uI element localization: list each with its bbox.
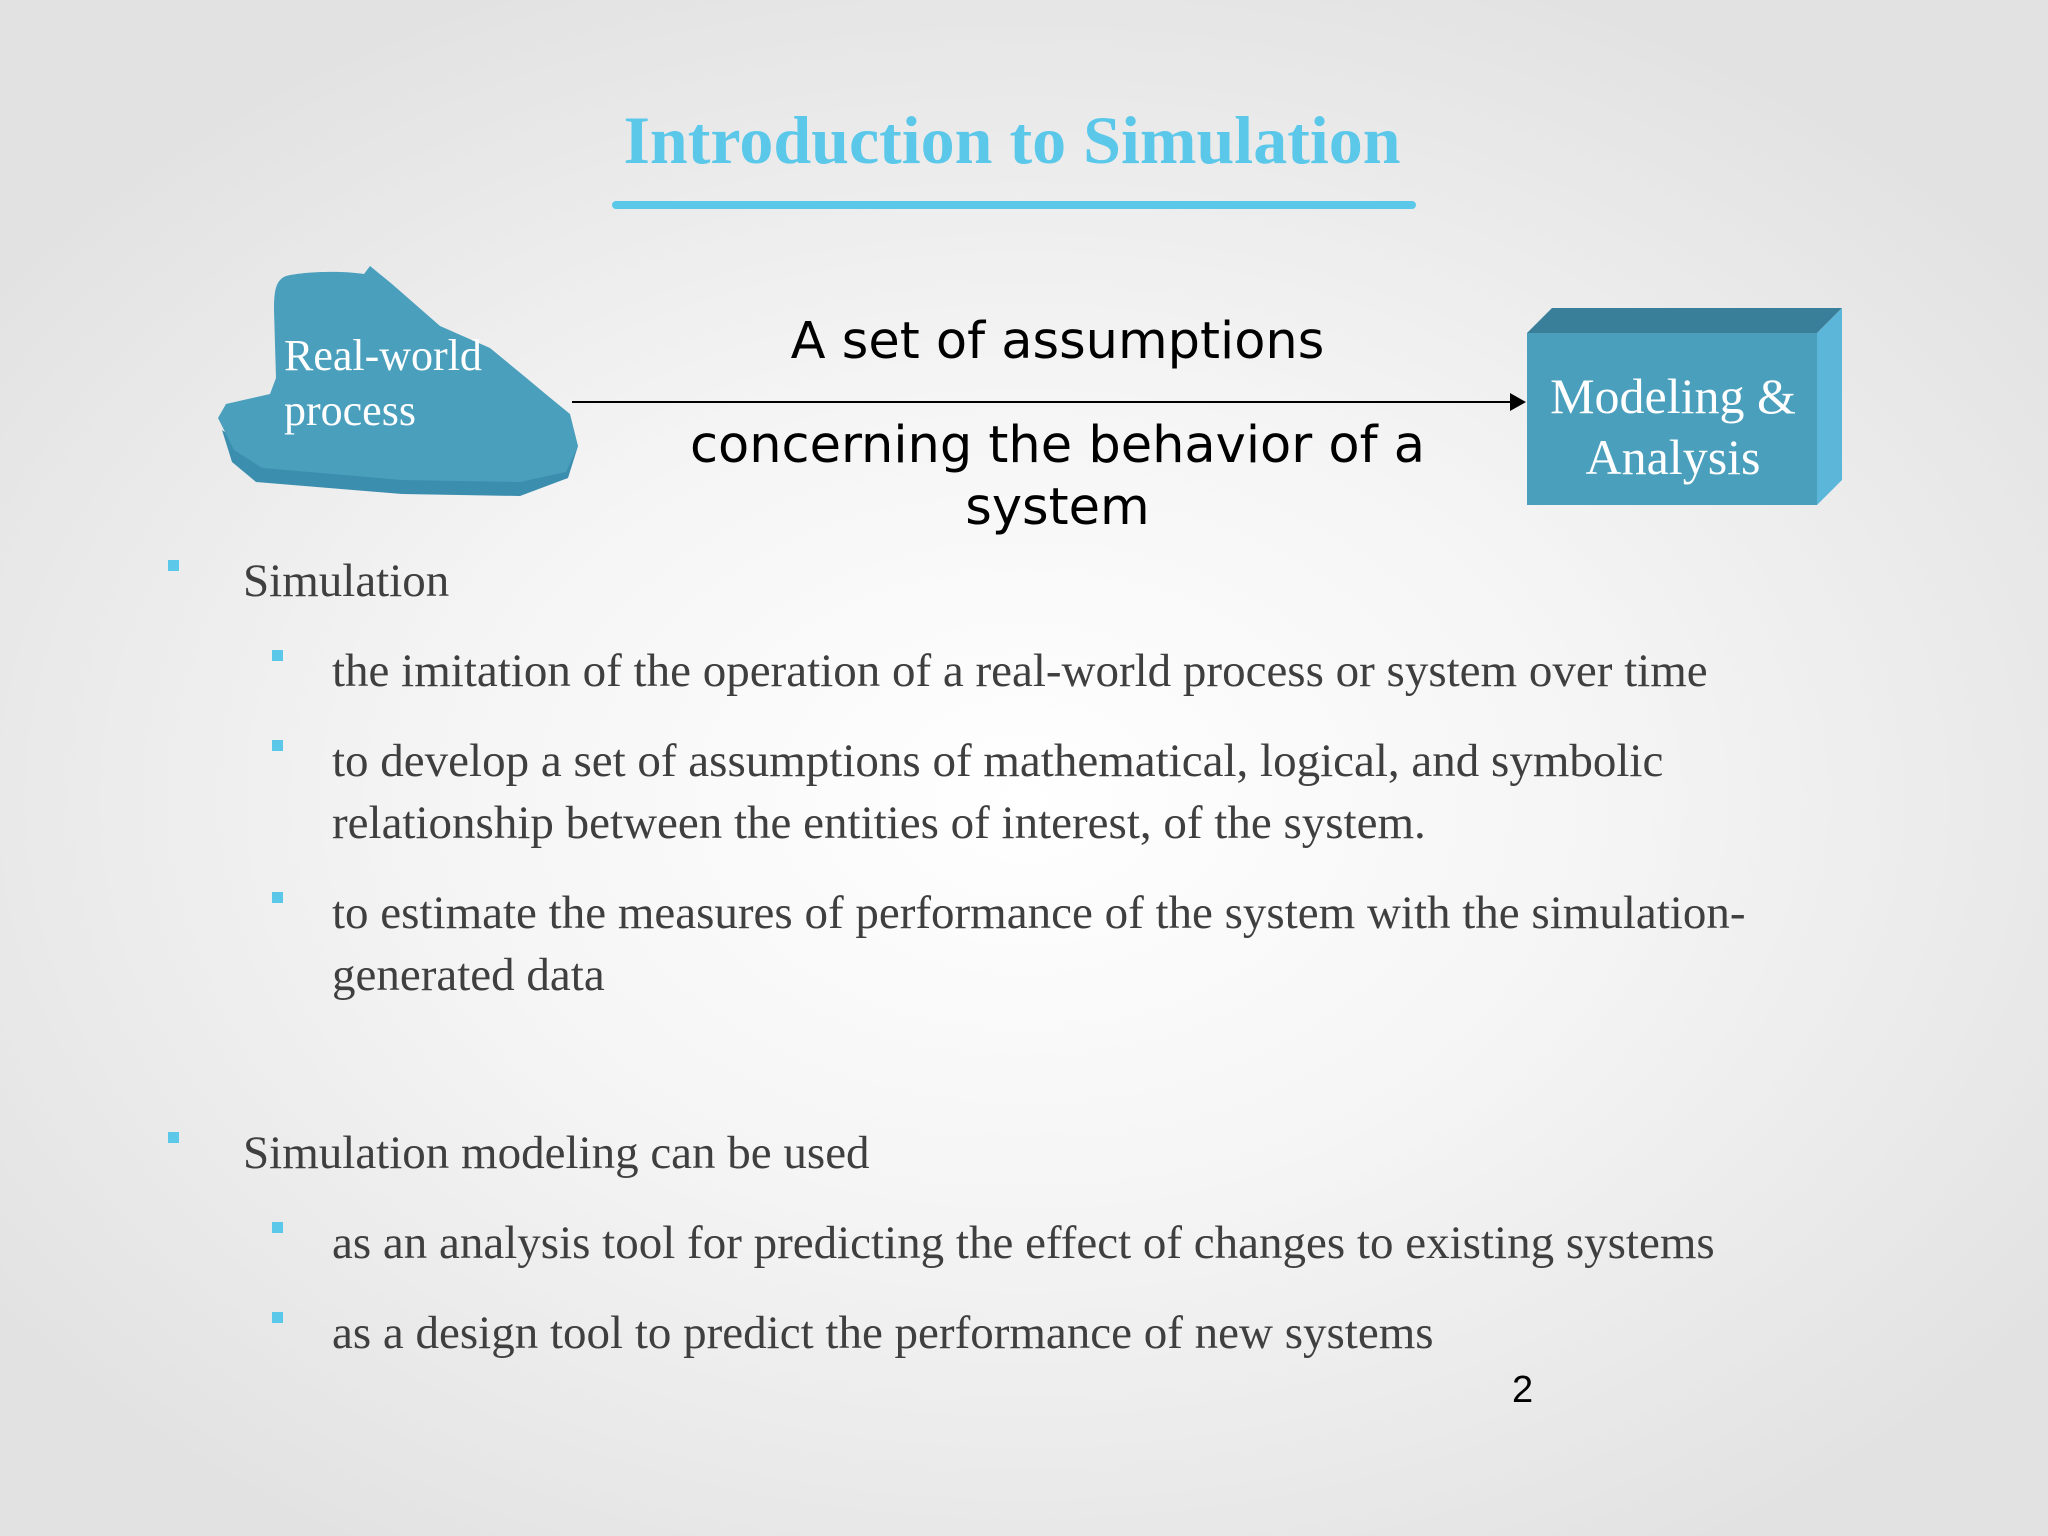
bullet-square-icon [168,560,179,571]
bullet-square-icon [272,650,283,661]
bullet-text: as an analysis tool for predicting the effect of changes to existing systems [332,1217,1715,1269]
bullet-text: the imitation of the operation of a real-world process or system over time [332,645,1708,697]
modeling-box-side [1817,308,1842,505]
bullet-simulation-modeling [243,1122,870,1184]
bullet-text: as a design tool to predict the performance of new systems [332,1307,1434,1359]
bullet-square-icon [272,1222,283,1233]
process-arrowhead [1510,393,1526,411]
bullet-text: to estimate the measures of performance of the system with the simulation-generated data [332,887,1746,1001]
page-number: 2 [1512,1369,1534,1411]
sub-bullet-estimate [332,882,1892,1006]
bullet-square-icon [272,740,283,751]
bullet-text: Simulation [243,555,450,607]
bullet-text: Simulation modeling can be used [243,1127,870,1179]
sub-bullet-assumptions [332,730,1892,854]
sub-bullet-analysis-tool [332,1212,1892,1274]
bullet-text: to develop a set of assumptions of mathematical, logical, and symbolic relationship between the entities of interest, of the system. [332,735,1664,849]
bullet-square-icon [272,1312,283,1323]
modeling-box-top [1527,308,1842,333]
process-diagram [0,0,2048,560]
bullet-square-icon [272,892,283,903]
slide-title: Introduction to Simulation [623,102,1401,178]
real-world-process-label: Real-world process [284,331,482,435]
arrow-label-behavior: concerning the behavior of a system [689,416,1426,538]
bullet-square-icon [168,1132,179,1143]
sub-bullet-design-tool [332,1302,1892,1364]
arrow-label-assumptions: A set of assumptions [790,312,1325,371]
sub-bullet-imitation [332,640,1892,702]
modeling-analysis-label: Modeling & Analysis [1550,368,1796,485]
bullet-simulation [243,550,449,612]
